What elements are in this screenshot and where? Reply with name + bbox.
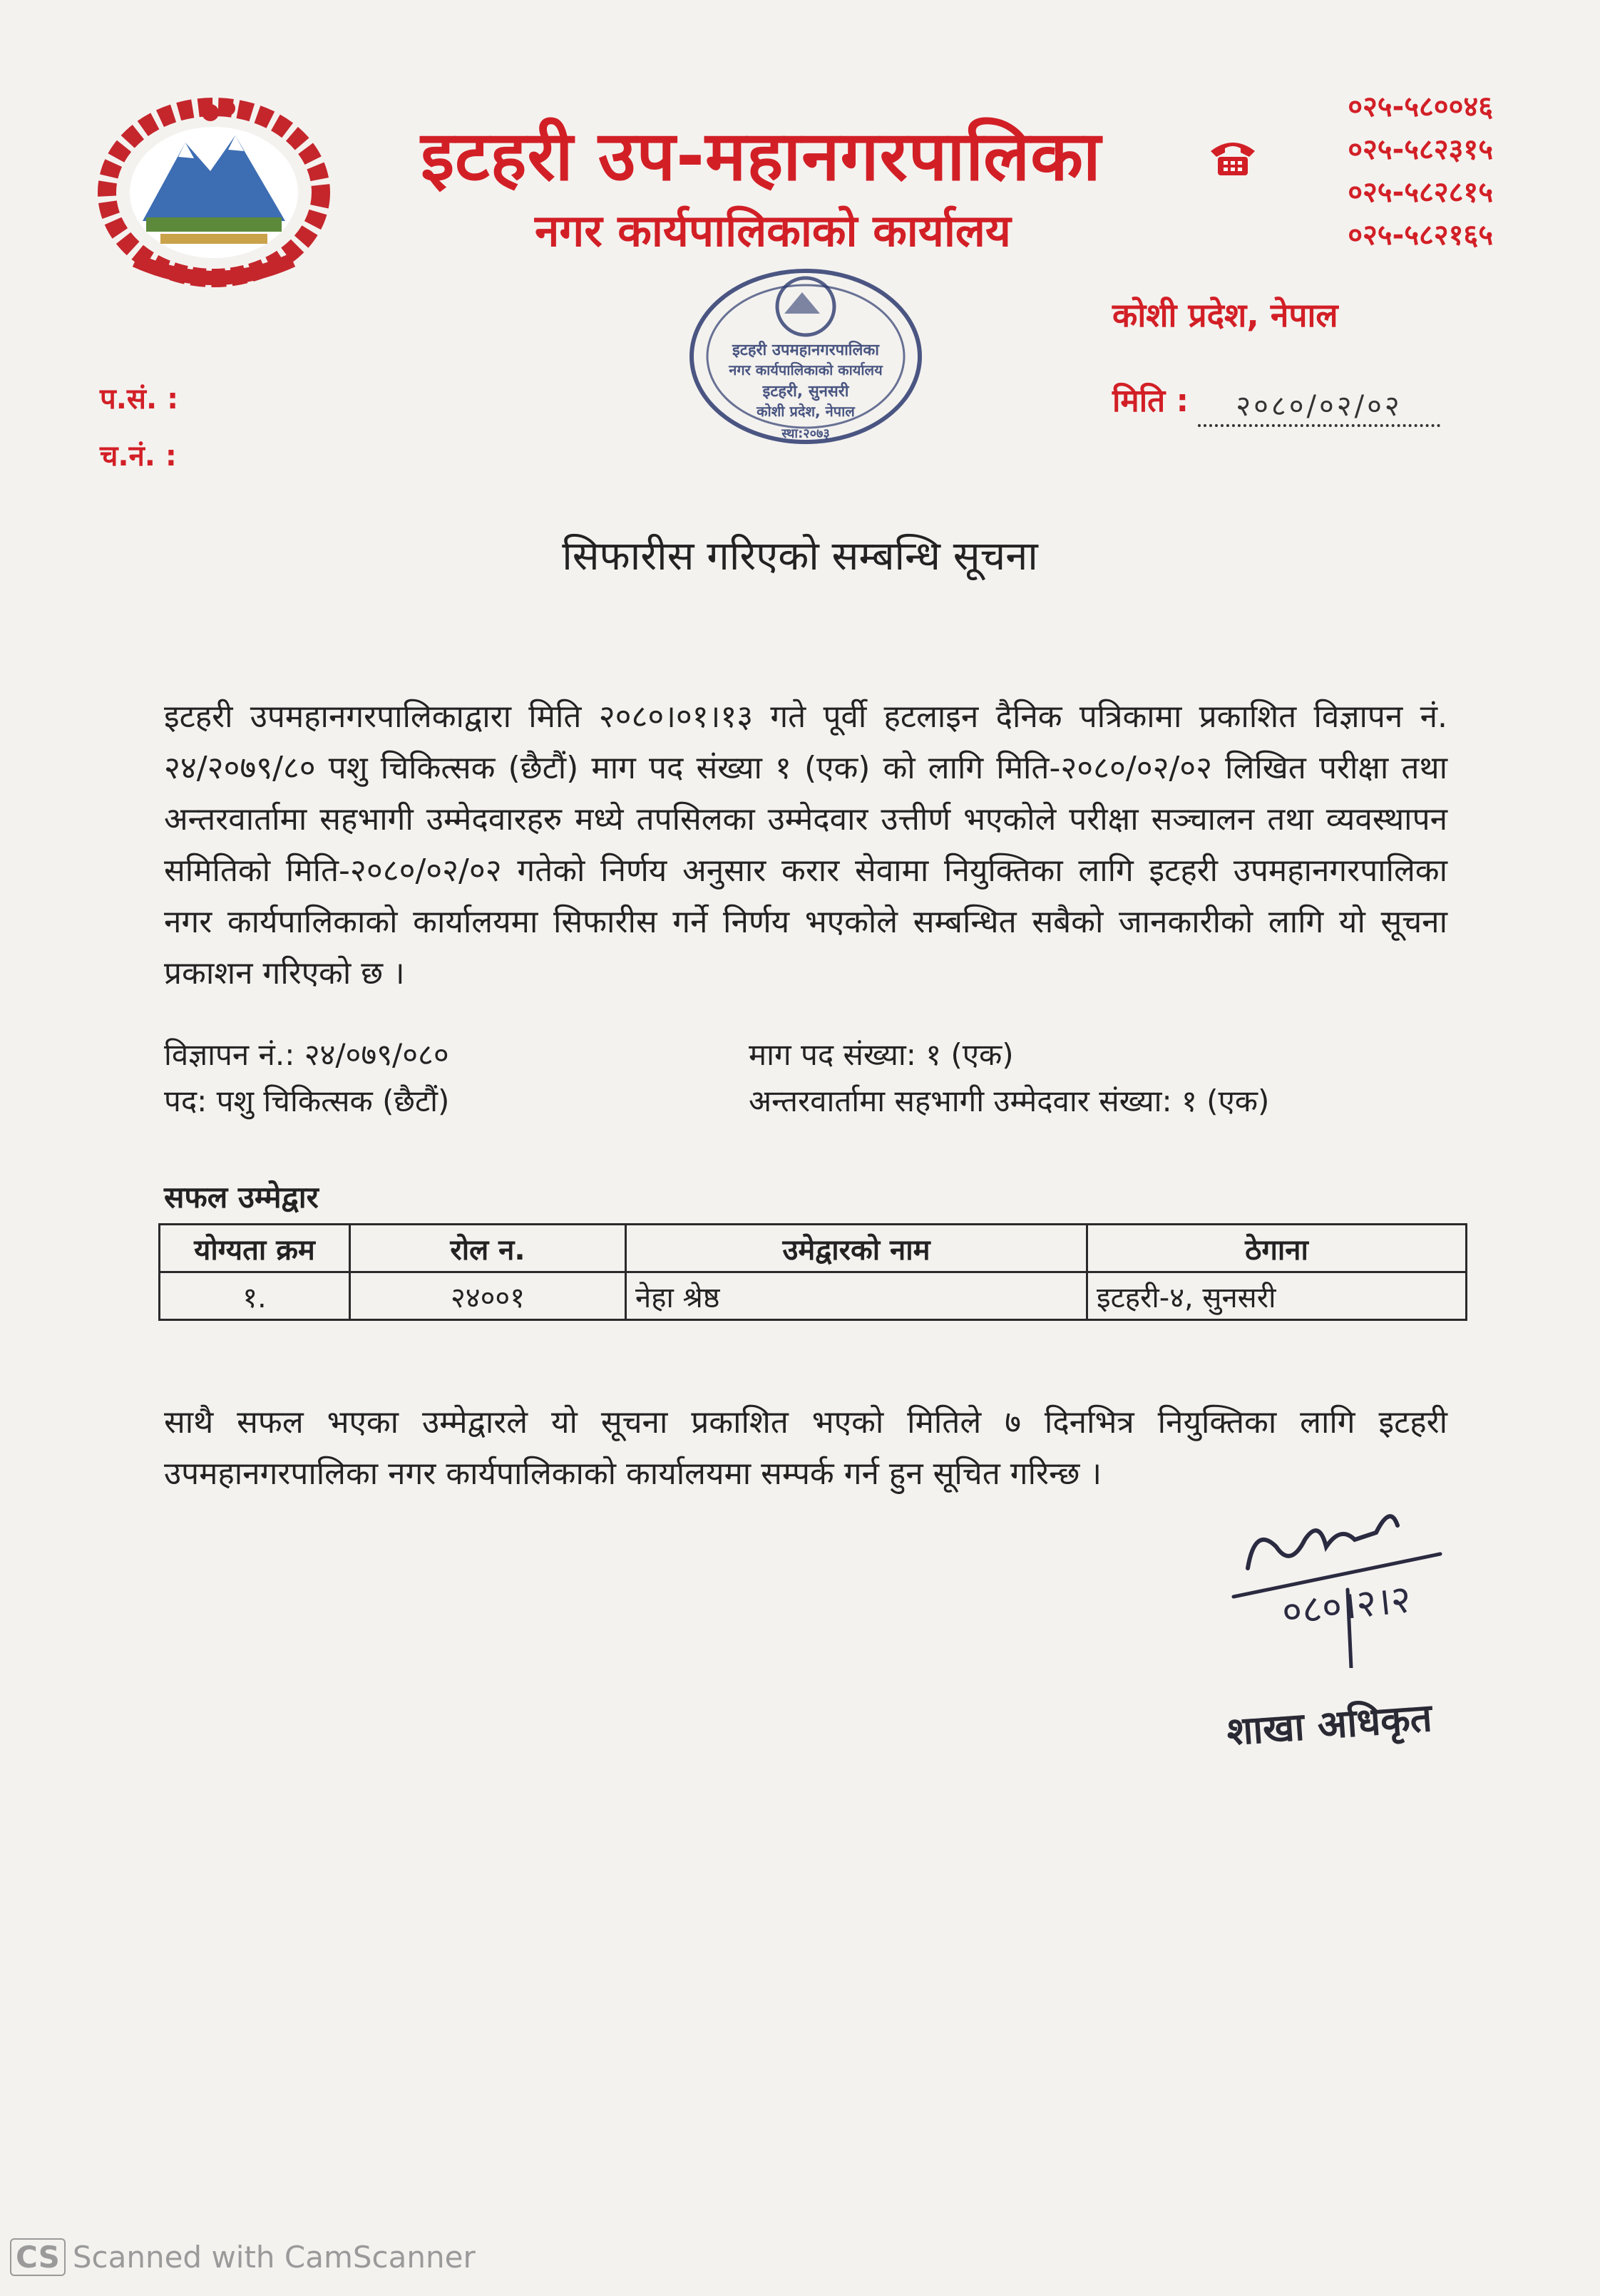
office-stamp	[677, 257, 934, 456]
phone-list	[1348, 86, 1493, 257]
notice-body: इटहरी उपमहानगरपालिकाद्वारा मिति २०८०।०१।१३ गते पूर्वी हटलाइन दैनिक पत्रिकामा प्रकाशित विज्ञापन नं. २४/२०७९/८० पशु चिकित्सक (छैटौं) माग पद संख्या १ (एक) को लागि मिति-२०८०/०२/०२ लिखित परीक्षा तथा अन्तरवार्तामा सहभागी उम्मेदवारहरु मध्ये तपसिलका उम्मेदवार उत्तीर्ण भएकोले परीक्षा सञ्चालन तथा व्यवस्थापन समितिको मिति-२०८०/०२/०२ गतेको निर्णय अनुसार करार सेवामा नियुक्तिका लागि इटहरी उपमहानगरपालिका नगर कार्यपालिकाको कार्यालयमा सिफारीस गर्ने निर्णय भएकोले सम्बन्धित सबैको जानकारीको लागि यो सूचना प्रकाशन गरिएको छ ।	[164, 699, 1447, 992]
advert-number: विज्ञापन नं.: २४/०७९/०८०	[164, 1037, 449, 1072]
scanner-text: Scanned with CamScanner	[72, 2240, 476, 2275]
successful-candidates-heading: सफल उम्मेद्वार	[164, 1180, 319, 1215]
svg-text:नगर कार्यपालिकाको कार्यालय: नगर कार्यपालिकाको कार्यालय	[729, 361, 883, 379]
cell-roll-number: २४००१	[350, 1272, 626, 1320]
province-label: कोशी प्रदेश, नेपाल	[1112, 296, 1338, 334]
phone-number: ०२५-५८२१६५	[1348, 219, 1493, 252]
svg-text:इटहरी उपमहानगरपालिका: इटहरी उपमहानगरपालिका	[732, 341, 880, 359]
header-address: ठेगाना	[1087, 1225, 1467, 1272]
header-candidate-name: उमेद्वारको नाम	[626, 1225, 1087, 1272]
cell-merit-order: १.	[160, 1272, 350, 1320]
table-row	[160, 1272, 1467, 1320]
demand-posts: माग पद संख्या: १ (एक)	[749, 1037, 1014, 1072]
table-header-row	[160, 1225, 1467, 1272]
results-table	[158, 1223, 1467, 1321]
svg-text:०८०।२।२: ०८०।२।२	[1279, 1576, 1413, 1635]
phone-number: ०२५-५८२८१५	[1348, 176, 1493, 209]
camscanner-logo-icon: CS	[10, 2238, 66, 2276]
cell-candidate-name: नेहा श्रेष्ठ	[626, 1272, 1087, 1320]
svg-text:कोशी प्रदेश, नेपाल: कोशी प्रदेश, नेपाल	[757, 403, 855, 420]
header-roll-number: रोल न.	[350, 1225, 626, 1272]
cell-address: इटहरी-४, सुनसरी	[1087, 1272, 1467, 1320]
closing-paragraph: साथै सफल भएका उम्मेद्वारले यो सूचना प्रकाशित भएको मितिले ७ दिनभित्र नियुक्तिका लागि इटहरी उपमहानगरपालिका नगर कार्यपालिकाको कार्यालयमा सम्पर्क गर्न हुन सूचित गरिन्छ ।	[164, 1404, 1447, 1492]
post-name: पद: पशु चिकित्सक (छैटौं)	[164, 1083, 450, 1118]
nepal-emblem-icon	[93, 93, 335, 292]
interview-candidates: अन्तरवार्तामा सहभागी उम्मेदवार संख्या: १ (एक)	[749, 1083, 1270, 1118]
date-value: २०८०/०२/०२	[1198, 385, 1440, 427]
dispatch-number-label: च.नं. :	[100, 440, 177, 473]
handwritten-signature	[1226, 1483, 1469, 1668]
phone-number: ०२५-५८००४६	[1348, 91, 1493, 123]
date-label: मिति :	[1112, 383, 1189, 419]
signatory-title: शाखा अधिकृत	[1225, 1695, 1434, 1754]
telephone-icon	[1208, 135, 1258, 178]
scanner-watermark	[10, 2238, 476, 2276]
notice-title: सिफारीस गरिएको सम्बन्धि सूचना	[562, 533, 1038, 580]
svg-text:इटहरी, सुनसरी: इटहरी, सुनसरी	[762, 383, 849, 401]
header-merit-order: योग्यता क्रम	[160, 1225, 350, 1272]
office-title: इटहरी उप-महानगरपालिका	[421, 116, 1102, 196]
office-subtitle: नगर कार्यपालिकाको कार्यालय	[535, 205, 1011, 257]
svg-text:स्था:२०७३: स्था:२०७३	[781, 426, 830, 441]
phone-number: ०२५-५८२३१५	[1348, 133, 1493, 166]
reference-number-label: प.सं. :	[100, 383, 179, 416]
